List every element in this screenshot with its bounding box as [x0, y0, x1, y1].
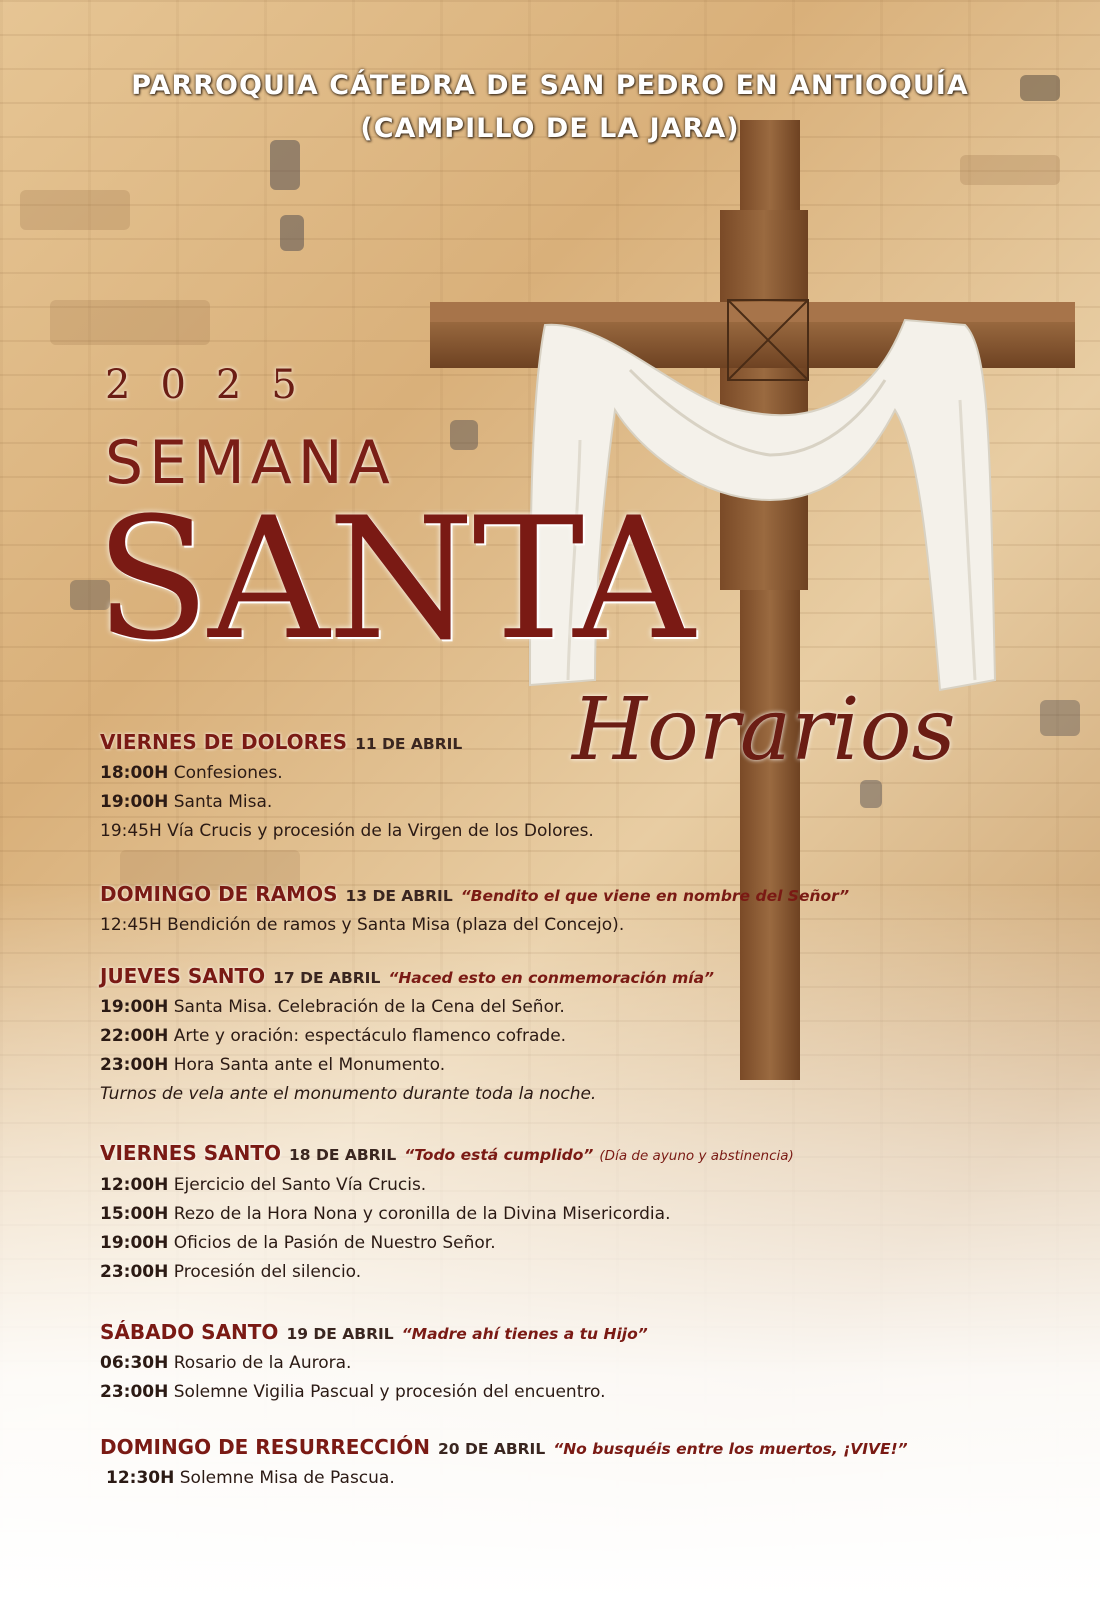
- item-text: Arte y oración: espectáculo flamenco cofrade.: [168, 1026, 567, 1046]
- day-name: VIERNES SANTO: [100, 1141, 282, 1165]
- parish-location: (CAMPILLO DE LA JARA): [360, 113, 740, 144]
- day-name: JUEVES SANTO: [100, 964, 266, 988]
- day-section: [100, 1317, 1060, 1407]
- schedule-item: [100, 759, 1060, 788]
- item-time: 19:00H: [100, 997, 169, 1017]
- item-text: Santa Misa. Celebración de la Cena del Señor.: [168, 997, 565, 1017]
- item-time: 22:00H: [100, 1026, 169, 1046]
- schedule-item: [100, 817, 1060, 846]
- schedule-item: [100, 1080, 1060, 1109]
- day-name: VIERNES DE DOLORES: [100, 730, 348, 754]
- day-section: [100, 961, 1060, 1109]
- schedule-item: [100, 1051, 1060, 1080]
- day-header: [100, 1138, 1060, 1171]
- item-time: 23:00H: [100, 1055, 169, 1075]
- item-text: Turnos de vela ante el monumento durante toda la noche.: [100, 1084, 597, 1104]
- cross-upper-section: [720, 210, 808, 590]
- day-date: 17 DE ABRIL: [273, 969, 381, 987]
- day-header: [100, 727, 1060, 759]
- title-santa: SANTA: [95, 481, 693, 677]
- day-header: [100, 1317, 1060, 1349]
- day-date: 20 DE ABRIL: [438, 1440, 546, 1458]
- day-date: 13 DE ABRIL: [345, 887, 453, 905]
- parish-name: PARROQUIA CÁTEDRA DE SAN PEDRO EN ANTIOQUÍA: [131, 70, 969, 101]
- day-name: SÁBADO SANTO: [100, 1320, 279, 1344]
- day-quote: “Bendito el que viene en nombre del Señor”: [460, 887, 850, 905]
- day-date: 11 DE ABRIL: [355, 735, 463, 753]
- wall-stone: [270, 140, 300, 190]
- day-section: [100, 1138, 1060, 1287]
- item-text: Oficios de la Pasión de Nuestro Señor.: [168, 1233, 496, 1253]
- item-time: 12:00H: [100, 1175, 169, 1195]
- title-horarios: Horarios: [572, 680, 956, 780]
- day-quote: “Todo está cumplido”: [404, 1146, 594, 1164]
- item-text: Ejercicio del Santo Vía Crucis.: [168, 1175, 427, 1195]
- item-time: 23:00H: [100, 1262, 169, 1282]
- item-text: Rosario de la Aurora.: [168, 1353, 352, 1373]
- day-header: [100, 879, 1060, 911]
- schedule-item: [100, 788, 1060, 817]
- item-text: Solemne Vigilia Pascual y procesión del encuentro.: [168, 1382, 606, 1402]
- item-time: 12:30H: [106, 1468, 175, 1488]
- schedule-item: [100, 1349, 1060, 1378]
- day-name: DOMINGO DE RESURRECCIÓN: [100, 1435, 430, 1459]
- day-note: (Día de ayuno y abstinencia): [599, 1148, 794, 1164]
- item-text: 12:45H Bendición de ramos y Santa Misa (plaza del Concejo).: [100, 915, 625, 935]
- day-header: [100, 1432, 1060, 1464]
- item-text: 19:45H Vía Crucis y procesión de la Virgen de los Dolores.: [100, 821, 594, 841]
- schedule-item: [100, 1378, 1060, 1407]
- day-header: [100, 961, 1060, 993]
- item-text: Confesiones.: [168, 763, 283, 783]
- title-semana: SEMANA: [105, 428, 396, 498]
- wall-stone: [280, 215, 304, 251]
- day-name: DOMINGO DE RAMOS: [100, 882, 338, 906]
- item-time: 23:00H: [100, 1382, 169, 1402]
- day-date: 18 DE ABRIL: [289, 1146, 397, 1164]
- item-time: 19:00H: [100, 792, 169, 812]
- wall-stone: [20, 190, 130, 230]
- schedule-item: [100, 1171, 1060, 1200]
- schedule-item: [100, 993, 1060, 1022]
- wall-stone: [50, 300, 210, 345]
- item-text: Hora Santa ante el Monumento.: [168, 1055, 446, 1075]
- item-time: 06:30H: [100, 1353, 169, 1373]
- day-section: [100, 1432, 1060, 1493]
- item-text: Santa Misa.: [168, 792, 273, 812]
- item-time: 19:00H: [100, 1233, 169, 1253]
- day-date: 19 DE ABRIL: [286, 1325, 394, 1343]
- item-time: 18:00H: [100, 763, 169, 783]
- schedule-item: [100, 1022, 1060, 1051]
- item-text: Solemne Misa de Pascua.: [174, 1468, 395, 1488]
- schedule-item: [100, 1464, 1060, 1493]
- day-quote: “Madre ahí tienes a tu Hijo”: [401, 1325, 648, 1343]
- day-section: [100, 879, 1060, 940]
- schedule-item: [100, 1258, 1060, 1287]
- day-section: [100, 727, 1060, 846]
- day-quote: “No busquéis entre los muertos, ¡VIVE!”: [553, 1440, 908, 1458]
- schedule-item: [100, 1200, 1060, 1229]
- item-time: 15:00H: [100, 1204, 169, 1224]
- item-text: Procesión del silencio.: [168, 1262, 362, 1282]
- year: 2025: [105, 362, 327, 408]
- item-text: Rezo de la Hora Nona y coronilla de la Divina Misericordia.: [168, 1204, 671, 1224]
- schedule-item: [100, 911, 1060, 940]
- schedule-item: [100, 1229, 1060, 1258]
- day-quote: “Haced esto en conmemoración mía”: [388, 969, 715, 987]
